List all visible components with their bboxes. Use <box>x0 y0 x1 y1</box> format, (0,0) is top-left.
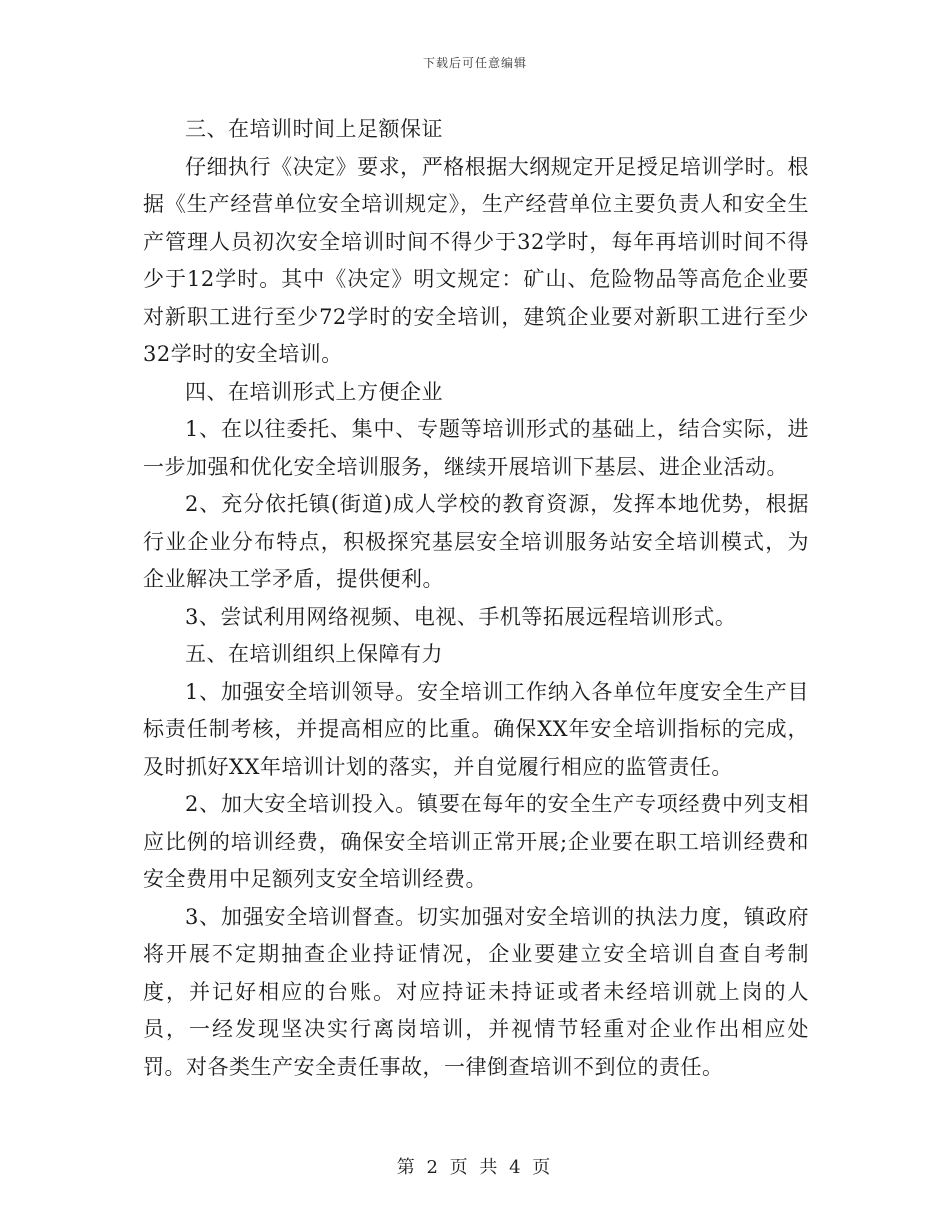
paragraph-section4-3: 3、尝试利用网络视频、电视、手机等拓展远程培训形式。 <box>185 604 737 629</box>
section-heading-3: 三、在培训时间上足额保证 <box>185 117 443 141</box>
paragraph-section4-1: 1、在以往委托、集中、专题等培训形式的基础上，结合实际，进一步加强和优化安全培训服务，继续开展培训下基层、进企业活动。 <box>143 417 809 479</box>
paragraph-section5-2: 2、加大安全培训投入。镇要在每年的安全生产专项经费中列支相应比例的培训经费，确保安全培训正常开展;企业要在职工培训经费和安全费用中足额列支安全培训经费。 <box>143 792 809 891</box>
paragraph-section4-2: 2、充分依托镇(街道)成人学校的教育资源，发挥本地优势，根据行业企业分布特点，积极探究基层安全培训服务站安全培训模式，为企业解决工学矛盾，提供便利。 <box>143 492 809 591</box>
section-heading-4: 四、在培训形式上方便企业 <box>185 379 443 404</box>
paragraph-section3-1: 仔细执行《决定》要求，严格根据大纲规定开足授足培训学时。根据《生产经营单位安全培训规定》，生产经营单位主要负责人和安全生产管理人员初次安全培训时间不得少于32学时，每年再培训时间不得少于12学时。其中《决定》明文规定：矿山、危险物品等高危企业要对新职工进行至少72学时的安全培训，建筑企业要对新职工进行至少32学时的安全培训。 <box>143 154 809 366</box>
header-note: 下载后可任意编辑 <box>422 56 527 70</box>
document-body <box>143 111 809 1086</box>
paragraph-section5-3: 3、加强安全培训督查。切实加强对安全培训的执法力度，镇政府将开展不定期抽查企业持证情况，企业要建立安全培训自查自考制度，并记好相应的台账。对应持证未持证或者未经培训就上岗的人员，一经发现坚决实行离岗培训，并视情节轻重对企业作出相应处罚。对各类生产安全责任事故，一律倒查培训不到位的责任。 <box>143 904 809 1079</box>
section-heading-5: 五、在培训组织上保障有力 <box>185 642 443 666</box>
page-number-footer: 第 2 页 共 4 页 <box>396 1157 554 1178</box>
paragraph-section5-1: 1、加强安全培训领导。安全培训工作纳入各单位年度安全生产目标责任制考核，并提高相应的比重。确保XX年安全培训指标的完成，及时抓好XX年培训计划的落实，并自觉履行相应的监管责任。 <box>143 679 809 779</box>
